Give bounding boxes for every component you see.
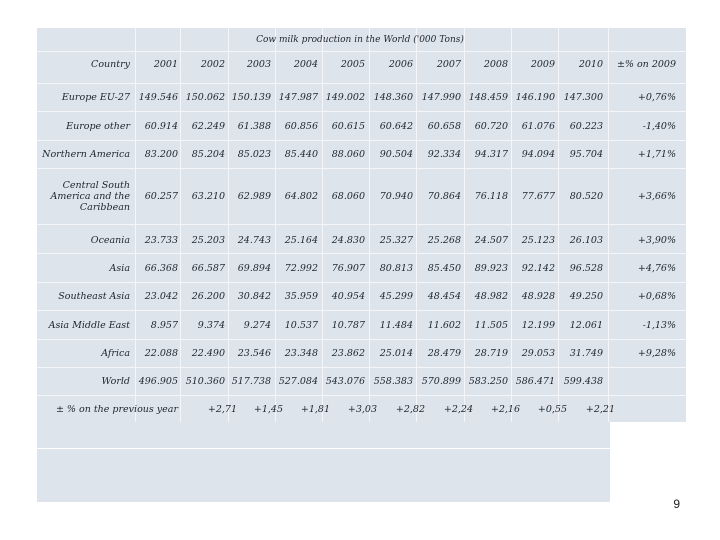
data-cell: 60.223 bbox=[569, 121, 603, 132]
data-cell: 583.250 bbox=[468, 376, 508, 387]
data-cell: 48.454 bbox=[427, 291, 461, 302]
column-header-year: 2005 bbox=[340, 59, 365, 70]
column-header-change: ±% on 2009 bbox=[616, 59, 676, 70]
data-cell: 49.250 bbox=[569, 291, 603, 302]
column-header-country: Country bbox=[91, 59, 130, 70]
data-cell: 23.546 bbox=[237, 348, 271, 359]
change-cell: -1,13% bbox=[642, 320, 676, 331]
data-cell: 24.507 bbox=[474, 235, 508, 246]
data-cell: 558.383 bbox=[373, 376, 413, 387]
data-cell: 40.954 bbox=[331, 291, 365, 302]
change-cell: +9,28% bbox=[637, 348, 676, 359]
column-divider bbox=[228, 28, 229, 422]
data-cell: 23.348 bbox=[284, 348, 318, 359]
column-header-year: 2004 bbox=[293, 59, 318, 70]
data-cell: 22.490 bbox=[191, 348, 225, 359]
data-cell: 94.317 bbox=[474, 149, 508, 160]
data-cell: 31.749 bbox=[569, 348, 603, 359]
data-cell: 146.190 bbox=[515, 92, 555, 103]
data-cell: 25.123 bbox=[521, 235, 555, 246]
data-cell: 9.374 bbox=[197, 320, 225, 331]
data-cell: 570.899 bbox=[421, 376, 461, 387]
data-cell: 147.300 bbox=[563, 92, 603, 103]
data-cell: 25.203 bbox=[191, 235, 225, 246]
data-cell: 35.959 bbox=[284, 291, 318, 302]
data-cell: 517.738 bbox=[231, 376, 271, 387]
data-cell: 90.504 bbox=[379, 149, 413, 160]
data-cell: 96.528 bbox=[569, 263, 603, 274]
data-cell: 77.677 bbox=[521, 191, 555, 202]
data-cell: 76.907 bbox=[331, 263, 365, 274]
data-cell: 62.249 bbox=[191, 121, 225, 132]
table-title: Cow milk production in the World ('000 Tons) bbox=[256, 35, 464, 45]
data-cell: 72.992 bbox=[284, 263, 318, 274]
data-cell: 527.084 bbox=[278, 376, 318, 387]
change-cell: +0,76% bbox=[637, 92, 676, 103]
column-divider bbox=[558, 28, 559, 422]
row-label: Europe other bbox=[66, 120, 130, 132]
change-cell: +4,76% bbox=[637, 263, 676, 274]
data-cell: 28.719 bbox=[474, 348, 508, 359]
data-cell: 25.014 bbox=[379, 348, 413, 359]
data-cell: +2,82 bbox=[395, 404, 425, 415]
change-cell: +1,71% bbox=[637, 149, 676, 160]
footer-divider bbox=[37, 448, 610, 449]
data-cell: 94.094 bbox=[521, 149, 555, 160]
column-divider bbox=[416, 28, 417, 422]
data-cell: 76.118 bbox=[474, 191, 508, 202]
column-header-year: 2009 bbox=[530, 59, 555, 70]
column-divider bbox=[608, 28, 609, 422]
column-header-year: 2002 bbox=[200, 59, 225, 70]
data-cell: 150.139 bbox=[231, 92, 271, 103]
data-cell: 12.199 bbox=[521, 320, 555, 331]
data-cell: 89.923 bbox=[474, 263, 508, 274]
data-cell: 496.905 bbox=[138, 376, 178, 387]
row-label: Asia bbox=[109, 262, 130, 274]
column-header-year: 2008 bbox=[483, 59, 508, 70]
data-cell: 70.864 bbox=[427, 191, 461, 202]
data-cell: 45.299 bbox=[379, 291, 413, 302]
column-divider bbox=[369, 28, 370, 422]
data-cell: 11.484 bbox=[379, 320, 413, 331]
data-cell: 66.587 bbox=[191, 263, 225, 274]
data-cell: +2,71 bbox=[207, 404, 237, 415]
data-cell: 8.957 bbox=[150, 320, 178, 331]
data-cell: 60.615 bbox=[331, 121, 365, 132]
data-cell: 64.802 bbox=[284, 191, 318, 202]
data-cell: 66.368 bbox=[144, 263, 178, 274]
data-cell: 543.076 bbox=[325, 376, 365, 387]
data-cell: 68.060 bbox=[331, 191, 365, 202]
page-number: 9 bbox=[673, 497, 680, 511]
data-cell: 586.471 bbox=[515, 376, 555, 387]
data-cell: 61.388 bbox=[237, 121, 271, 132]
row-label: Asia Middle East bbox=[48, 319, 130, 331]
data-cell: 26.200 bbox=[191, 291, 225, 302]
data-cell: 48.928 bbox=[521, 291, 555, 302]
data-cell: 10.537 bbox=[284, 320, 318, 331]
data-cell: 25.327 bbox=[379, 235, 413, 246]
row-label: Caribbean bbox=[79, 201, 130, 213]
data-cell: 80.813 bbox=[379, 263, 413, 274]
change-cell: -1,40% bbox=[642, 121, 676, 132]
row-label: World bbox=[101, 375, 130, 387]
data-cell: +3,03 bbox=[347, 404, 377, 415]
data-cell: 148.360 bbox=[373, 92, 413, 103]
row-label: Northern America bbox=[42, 148, 130, 160]
data-cell: 85.440 bbox=[284, 149, 318, 160]
data-cell: 11.602 bbox=[427, 320, 461, 331]
data-cell: 83.200 bbox=[144, 149, 178, 160]
data-cell: 30.842 bbox=[237, 291, 271, 302]
column-divider bbox=[275, 28, 276, 422]
data-cell: 599.438 bbox=[563, 376, 603, 387]
data-cell: 25.164 bbox=[284, 235, 318, 246]
data-cell: 28.479 bbox=[427, 348, 461, 359]
row-label: ± % on the previous year bbox=[55, 403, 178, 415]
column-header-year: 2001 bbox=[153, 59, 178, 70]
data-cell: 60.658 bbox=[427, 121, 461, 132]
data-cell: 95.704 bbox=[569, 149, 603, 160]
data-cell: 80.520 bbox=[569, 191, 603, 202]
data-cell: 60.257 bbox=[144, 191, 178, 202]
data-cell: 60.856 bbox=[284, 121, 318, 132]
data-cell: 62.989 bbox=[237, 191, 271, 202]
change-cell: +3,66% bbox=[637, 191, 676, 202]
data-cell: 60.914 bbox=[144, 121, 178, 132]
data-cell: +0,55 bbox=[537, 404, 567, 415]
data-cell: 25.268 bbox=[427, 235, 461, 246]
data-cell: 24.830 bbox=[331, 235, 365, 246]
data-cell: 11.505 bbox=[474, 320, 508, 331]
data-cell: 69.894 bbox=[237, 263, 271, 274]
data-cell: +2,21 bbox=[585, 404, 615, 415]
column-divider bbox=[464, 28, 465, 422]
column-header-year: 2006 bbox=[388, 59, 413, 70]
data-cell: 147.987 bbox=[278, 92, 318, 103]
column-divider bbox=[511, 28, 512, 422]
data-cell: 23.042 bbox=[144, 291, 178, 302]
data-cell: 92.142 bbox=[521, 263, 555, 274]
column-divider bbox=[135, 28, 136, 422]
column-header-year: 2007 bbox=[436, 59, 461, 70]
row-label: Oceania bbox=[90, 234, 130, 246]
data-cell: 63.210 bbox=[191, 191, 225, 202]
row-label: Africa bbox=[101, 347, 130, 359]
data-cell: 92.334 bbox=[427, 149, 461, 160]
data-cell: 85.450 bbox=[427, 263, 461, 274]
row-label: Europe EU-27 bbox=[61, 91, 130, 103]
column-header-year: 2010 bbox=[578, 59, 603, 70]
data-cell: 26.103 bbox=[569, 235, 603, 246]
data-cell: 85.204 bbox=[191, 149, 225, 160]
change-cell: +3,90% bbox=[637, 235, 676, 246]
data-cell: 61.076 bbox=[521, 121, 555, 132]
data-cell: 29.053 bbox=[521, 348, 555, 359]
data-cell: 24.743 bbox=[237, 235, 271, 246]
data-cell: 60.642 bbox=[379, 121, 413, 132]
data-cell: 60.720 bbox=[474, 121, 508, 132]
data-cell: 23.733 bbox=[144, 235, 178, 246]
data-cell: 148.459 bbox=[468, 92, 508, 103]
data-cell: 149.546 bbox=[138, 92, 178, 103]
column-divider bbox=[322, 28, 323, 422]
data-cell: +1,81 bbox=[300, 404, 330, 415]
data-cell: 12.061 bbox=[569, 320, 603, 331]
data-cell: 88.060 bbox=[331, 149, 365, 160]
row-label: Central South bbox=[62, 179, 130, 191]
data-cell: +2,24 bbox=[443, 404, 473, 415]
data-cell: +2,16 bbox=[490, 404, 520, 415]
column-divider bbox=[180, 28, 181, 422]
data-cell: 10.787 bbox=[331, 320, 365, 331]
table-footer-background bbox=[37, 422, 610, 502]
column-header-year: 2003 bbox=[246, 59, 271, 70]
data-cell: 147.990 bbox=[421, 92, 461, 103]
data-cell: 22.088 bbox=[144, 348, 178, 359]
change-cell: +0,68% bbox=[637, 291, 676, 302]
data-cell: 23.862 bbox=[331, 348, 365, 359]
data-cell: +1,45 bbox=[253, 404, 283, 415]
data-cell: 85.023 bbox=[237, 149, 271, 160]
data-cell: 9.274 bbox=[243, 320, 271, 331]
data-cell: 149.002 bbox=[325, 92, 365, 103]
data-cell: 48.982 bbox=[474, 291, 508, 302]
row-label: America and the bbox=[50, 190, 130, 202]
data-cell: 510.360 bbox=[185, 376, 225, 387]
data-cell: 70.940 bbox=[379, 191, 413, 202]
data-cell: 150.062 bbox=[185, 92, 225, 103]
row-label: Southeast Asia bbox=[58, 290, 130, 302]
